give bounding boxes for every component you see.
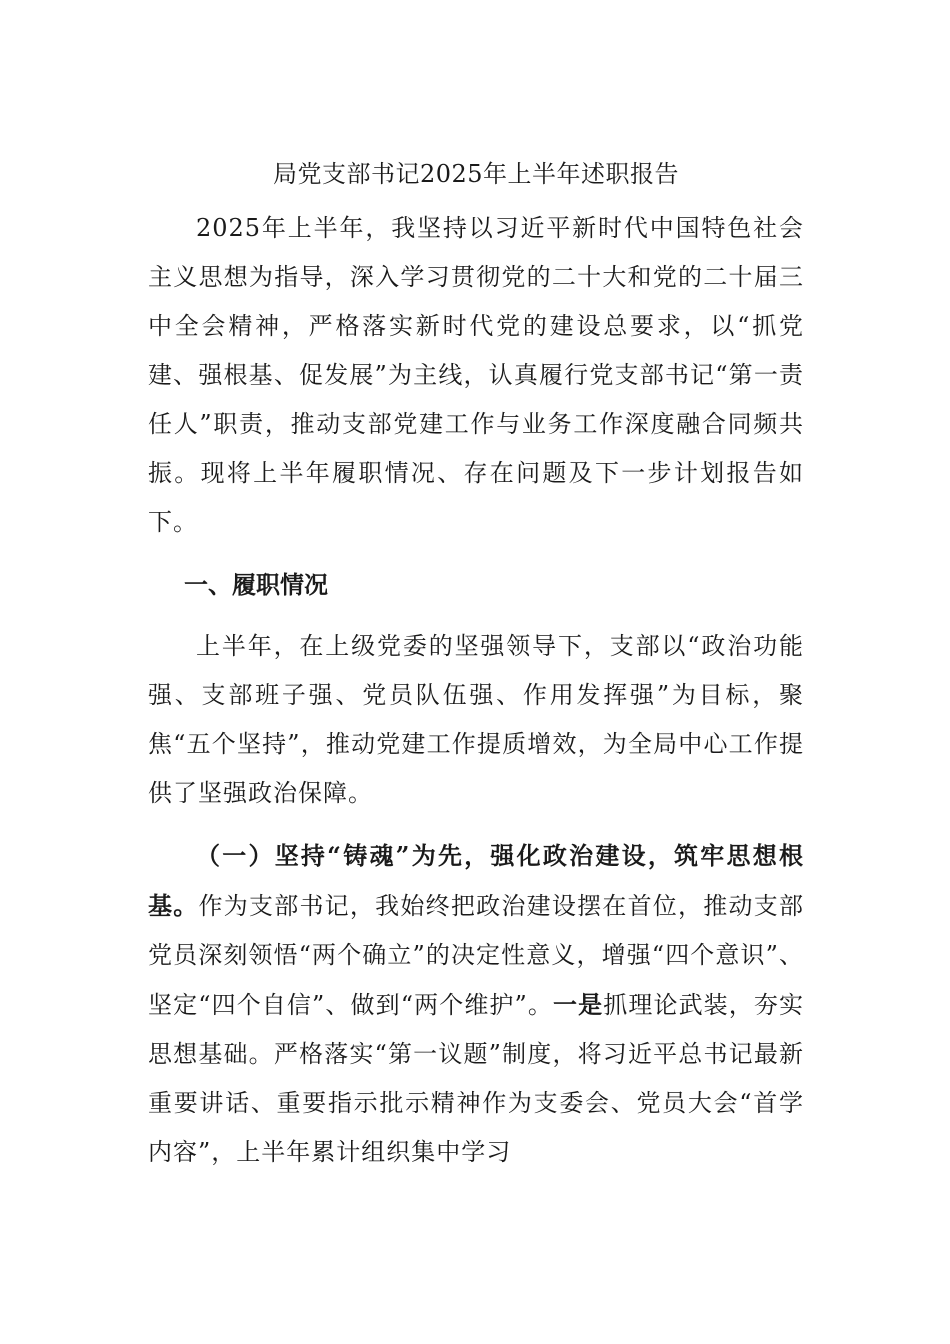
- section-paragraph: 上半年，在上级党委的坚强领导下，支部以“政治功能强、支部班子强、党员队伍强、作用发挥强”为目标，聚焦“五个坚持”，推动党建工作提质增效，为全局中心工作提供了坚强政治保障。: [148, 632, 804, 807]
- subsection-text-a: 作为支部书记，我始终把政治建设摆在首位，推动支部党员深刻领悟“两个确立”的决定性意义，增强“四个意识”、坚定“四个自信”、做到“两个维护”。: [148, 892, 805, 1019]
- subsection-lead: （一）坚持“铸魂”为先，强化政治建设，筑牢思想根基。: [148, 841, 804, 920]
- section-heading-performance: 一、履职情况: [184, 570, 328, 599]
- subsection-marker: 一是: [553, 990, 604, 1019]
- document-page: [148, 148, 804, 1177]
- document-title: 局党支部书记2025年上半年述职报告: [272, 160, 680, 188]
- intro-paragraph: 2025年上半年，我坚持以习近平新时代中国特色社会主义思想为指导，深入学习贯彻党的二十大和党的二十届三中全会精神，严格落实新时代党的建设总要求，以“抓党建、强根基、促发展”为主线，认真履行党支部书记“第一责任人”职责，推动支部党建工作与业务工作深度融合同频共振。现将上半年履职情况、存在问题及下一步计划报告如下。: [148, 214, 804, 536]
- subsection-paragraph: [148, 831, 804, 1177]
- subsection-text-b: 抓理论武装，夯实思想基础。严格落实“第一议题”制度，将习近平总书记最新重要讲话、重要指示批示精神作为支委会、党员大会“首学内容”，上半年累计组织集中学习: [148, 991, 805, 1166]
